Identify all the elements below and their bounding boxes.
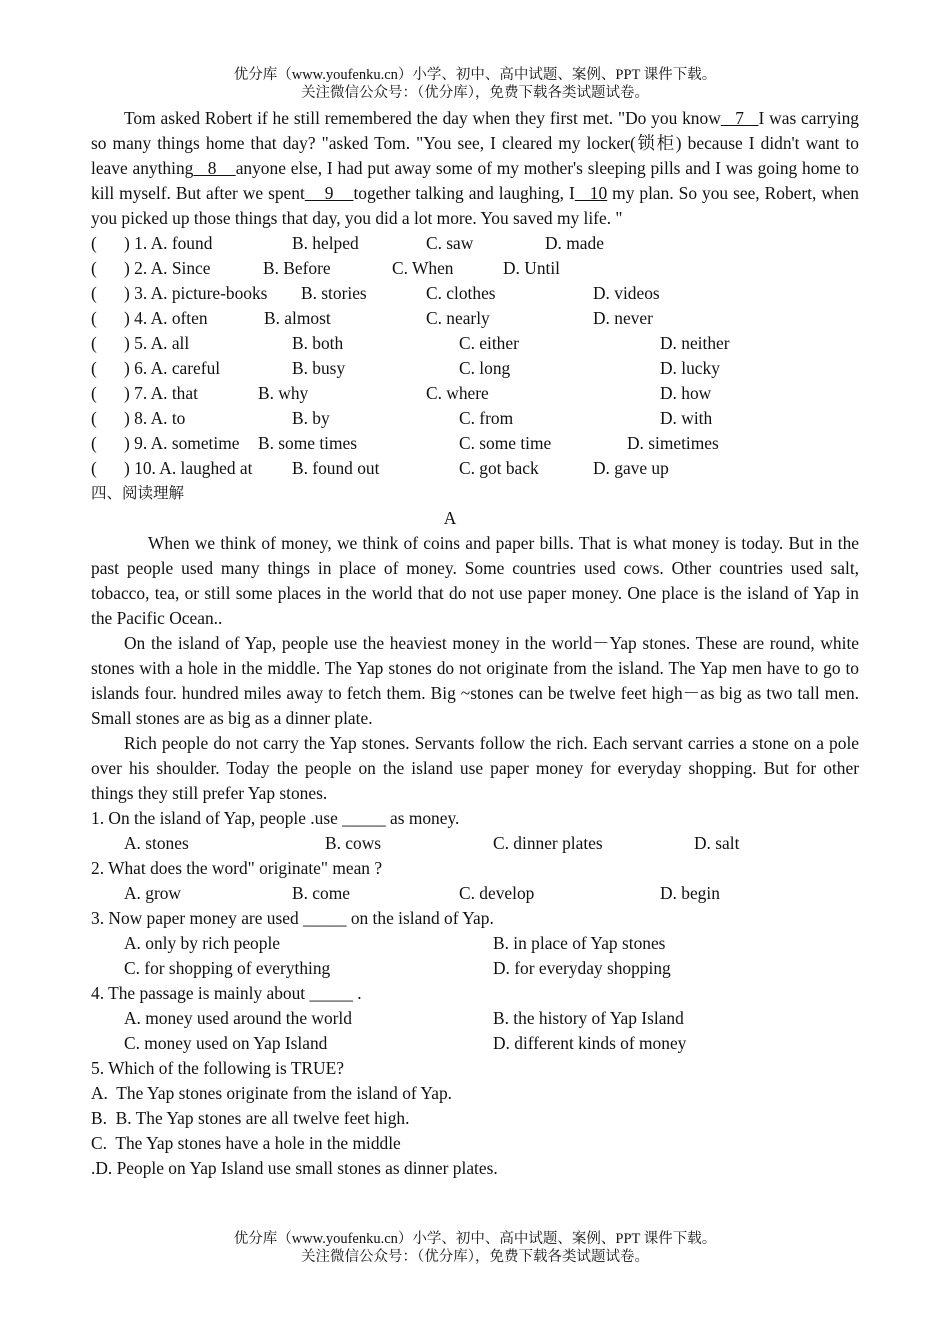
blank-7: 7: [720, 108, 759, 128]
option-d: D. different kinds of money: [493, 1033, 687, 1053]
question-2-options: [91, 881, 859, 906]
answer-paren: (: [91, 258, 97, 278]
question-5: 5. Which of the following is TRUE?: [91, 1058, 344, 1078]
choice-question: ) 10. A. laughed at: [124, 458, 253, 478]
option-b: B. the history of Yap Island: [493, 1008, 684, 1028]
choice-c: C. got back: [459, 458, 539, 478]
question-5-option-c: C. The Yap stones have a hole in the middle: [91, 1133, 401, 1153]
question-5-option-b: B. B. The Yap stones are all twelve feet high.: [91, 1108, 410, 1128]
blank-9: 9: [304, 183, 354, 203]
choice-row: [91, 231, 859, 256]
passage-paragraph-3: Rich people do not carry the Yap stones. Servants follow the rich. Each servant carries a stone on a pole over his shoulder. Today the people on the island use paper money for everyday shopping. But for other things they still prefer Yap stones.: [91, 733, 859, 803]
question-1-options: [91, 831, 859, 856]
answer-paren: (: [91, 358, 97, 378]
answer-paren: (: [91, 408, 97, 428]
choice-question: ) 2. A. Since: [124, 258, 211, 278]
answer-paren: (: [91, 458, 97, 478]
question-4: 4. The passage is mainly about _____ .: [91, 983, 362, 1003]
choice-d: D. neither: [660, 333, 730, 353]
choice-row: [91, 256, 859, 281]
cloze-text-3: anyone else, I had put away some of my mother's sleeping pills and I was going home to kill myself. But after we spent: [91, 158, 859, 203]
choice-row: [91, 381, 859, 406]
cloze-passage: [91, 106, 859, 231]
option-a: A. grow: [124, 883, 181, 903]
choice-row: [91, 356, 859, 381]
blank-10: 10: [574, 183, 608, 203]
option-b: B. in place of Yap stones: [493, 933, 666, 953]
option-d: D. salt: [694, 833, 740, 853]
choice-b: B. helped: [292, 233, 359, 253]
choice-row: [91, 331, 859, 356]
choice-d: D. gave up: [593, 458, 669, 478]
choice-c: C. some time: [459, 433, 552, 453]
cloze-text-1: Tom asked Robert if he still remembered the day when they first met. "Do you know: [124, 108, 721, 128]
question-3-options-cd: [91, 956, 859, 981]
option-a: A. only by rich people: [124, 933, 280, 953]
passage-paragraph-1: When we think of money, we think of coins and paper bills. That is what money is today. But in the past people used many things in place of money. Some countries used cows. Other countries used salt, tobacco, tea, or still some places in the world that do not use paper money. One place is the island of Yap in the Pacific Ocean..: [91, 533, 859, 628]
header-line-1: 优分库（www.youfenku.cn）小学、初中、高中试题、案例、PPT 课件下载。: [233, 67, 717, 83]
answer-paren: (: [91, 308, 97, 328]
option-c: C. develop: [459, 883, 535, 903]
choice-question: ) 9. A. sometime: [124, 433, 240, 453]
question-5-option-a: A. The Yap stones originate from the island of Yap.: [91, 1083, 452, 1103]
answer-paren: (: [91, 233, 97, 253]
choice-question: ) 3. A. picture-books: [124, 283, 268, 303]
cloze-text-2: I was carrying so many things home that day? "asked Tom. "You see, I cleared my locker(锁柜) because I didn't want to leave anything: [91, 108, 859, 178]
answer-paren: (: [91, 283, 97, 303]
option-b: B. come: [292, 883, 350, 903]
choice-d: D. videos: [593, 283, 660, 303]
choice-d: D. made: [545, 233, 604, 253]
choice-b: B. found out: [292, 458, 380, 478]
choice-c: C. saw: [426, 233, 474, 253]
question-3-options-ab: [91, 931, 859, 956]
choice-b: B. almost: [264, 308, 331, 328]
option-d: D. for everyday shopping: [493, 958, 671, 978]
choice-question: ) 8. A. to: [124, 408, 186, 428]
question-1: 1. On the island of Yap, people .use _____ as money.: [91, 808, 460, 828]
answer-paren: (: [91, 433, 97, 453]
option-a: A. money used around the world: [124, 1008, 352, 1028]
option-d: D. begin: [660, 883, 720, 903]
cloze-text-5: my plan. So you see, Robert, when you picked up those things that day, you did a lot more. You saved my life. ": [91, 183, 859, 228]
option-b: B. cows: [325, 833, 382, 853]
blank-8: 8: [193, 158, 236, 178]
choice-b: B. some times: [258, 433, 358, 453]
choice-question: ) 4. A. often: [124, 308, 208, 328]
header-line-2: 关注微信公众号：（优分库），免费下载各类试题试卷。: [301, 85, 649, 101]
choice-b: B. stories: [301, 283, 367, 303]
page-footer: [0, 1230, 950, 1266]
question-3: 3. Now paper money are used _____ on the island of Yap.: [91, 908, 494, 928]
choice-b: B. why: [258, 383, 309, 403]
footer-line-2: 关注微信公众号：（优分库），免费下载各类试题试卷。: [301, 1249, 649, 1265]
choice-d: D. lucky: [660, 358, 720, 378]
choice-row: [91, 431, 859, 456]
question-list: [91, 806, 859, 1181]
choice-c: C. long: [459, 358, 511, 378]
choice-question: ) 5. A. all: [124, 333, 190, 353]
choice-c: C. either: [459, 333, 519, 353]
footer-line-1: 优分库（www.youfenku.cn）小学、初中、高中试题、案例、PPT 课件下载。: [233, 1231, 717, 1247]
main-content: [91, 106, 859, 1181]
passage-paragraph-2: On the island of Yap, people use the heaviest money in the world－Yap stones. These are round, white stones with a hole in the middle. The Yap stones do not originate from the island. The Yap men have to go to islands four. hundred miles away to fetch them. Big ~stones can be twelve feet high－as big as two tall men. Small stones are as big as a dinner plate.: [91, 633, 859, 728]
choice-row: [91, 281, 859, 306]
choice-d: D. how: [660, 383, 712, 403]
option-a: A. stones: [124, 833, 189, 853]
page-header: [0, 66, 950, 102]
option-c: C. dinner plates: [493, 833, 603, 853]
answer-paren: (: [91, 333, 97, 353]
choice-question: ) 6. A. careful: [124, 358, 221, 378]
choice-b: B. busy: [292, 358, 346, 378]
choice-list: [91, 231, 859, 481]
option-c: C. for shopping of everything: [124, 958, 331, 978]
question-4-options-ab: [91, 1006, 859, 1031]
choice-question: ) 1. A. found: [124, 233, 213, 253]
question-5-option-d: .D. People on Yap Island use small stones as dinner plates.: [91, 1158, 498, 1178]
cloze-text-4: together talking and laughing, I: [353, 183, 575, 203]
choice-c: C. nearly: [426, 308, 490, 328]
passage-label: A: [443, 508, 457, 528]
choice-b: B. both: [292, 333, 344, 353]
choice-c: C. where: [426, 383, 489, 403]
choice-c: C. When: [392, 258, 454, 278]
question-2: 2. What does the word" originate" mean ?: [91, 858, 383, 878]
choice-b: B. by: [292, 408, 330, 428]
choice-row: [91, 456, 859, 481]
option-c: C. money used on Yap Island: [124, 1033, 328, 1053]
choice-d: D. simetimes: [627, 433, 719, 453]
choice-d: D. never: [593, 308, 653, 328]
choice-row: [91, 406, 859, 431]
question-4-options-cd: [91, 1031, 859, 1056]
choice-c: C. from: [459, 408, 514, 428]
choice-d: D. Until: [503, 258, 561, 278]
choice-b: B. Before: [263, 258, 331, 278]
choice-d: D. with: [660, 408, 713, 428]
answer-paren: (: [91, 383, 97, 403]
section-title: 四、阅读理解: [91, 485, 185, 502]
choice-question: ) 7. A. that: [124, 383, 198, 403]
choice-row: [91, 306, 859, 331]
choice-c: C. clothes: [426, 283, 496, 303]
